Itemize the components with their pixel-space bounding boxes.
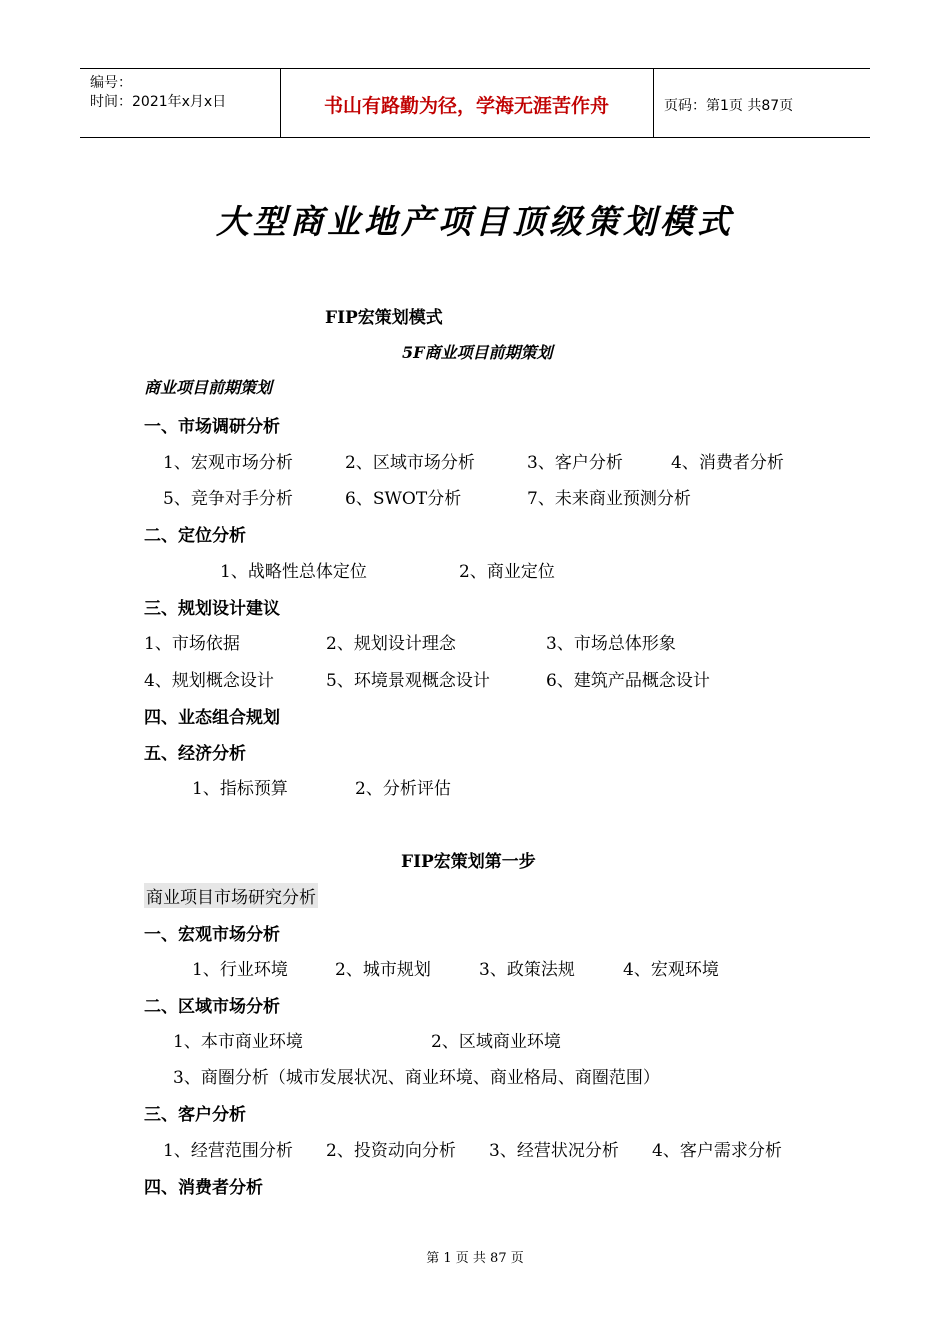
list-item: 2、规划设计理念: [326, 634, 456, 654]
list-item: 3、经营状况分析: [489, 1141, 619, 1161]
list-item: 4、客户需求分析: [652, 1141, 782, 1161]
list-item: 1、市场依据: [144, 634, 240, 654]
header-right-cell: [654, 69, 870, 137]
list-item: 1、行业环境: [192, 960, 288, 980]
list-item: 5、环境景观概念设计: [326, 671, 490, 691]
header-motto-cell: [280, 69, 654, 137]
list-item: 2、分析评估: [355, 779, 451, 799]
section2-heading: FIP宏策划第一步: [401, 852, 536, 872]
list-item: 3、客户分析: [527, 453, 623, 473]
list-item: 2、投资动向分析: [326, 1141, 456, 1161]
section1-label: 商业项目前期策划: [144, 378, 273, 397]
list-item: 1、战略性总体定位: [220, 562, 367, 582]
heading-economic-analysis: 五、经济分析: [144, 744, 246, 764]
list-item: 6、SWOT分析: [345, 489, 462, 509]
heading-market-research: 一、市场调研分析: [144, 417, 280, 437]
page-footer: 第 1 页 共 87 页: [426, 1251, 524, 1266]
time-label: 时间：2021年x月x日: [90, 94, 227, 110]
list-item: 2、区域商业环境: [431, 1032, 561, 1052]
list-item: 2、商业定位: [459, 562, 555, 582]
section2-label: 商业项目市场研究分析: [144, 883, 318, 908]
section1-subheading: 5F商业项目前期策划: [402, 343, 553, 362]
heading-consumer-analysis: 四、消费者分析: [144, 1178, 263, 1198]
heading-regional-market: 二、区域市场分析: [144, 997, 280, 1017]
heading-customer-analysis: 三、客户分析: [144, 1105, 246, 1125]
page-info: 页码：第1页 共87页: [664, 98, 794, 114]
list-item: 6、建筑产品概念设计: [546, 671, 710, 691]
list-item: 1、经营范围分析: [163, 1141, 293, 1161]
heading-business-mix: 四、业态组合规划: [144, 708, 280, 728]
heading-planning: 三、规划设计建议: [144, 599, 280, 619]
page-header: [80, 68, 870, 138]
list-item: 7、未来商业预测分析: [527, 489, 691, 509]
heading-macro-market: 一、宏观市场分析: [144, 925, 280, 945]
list-item: 1、本市商业环境: [173, 1032, 303, 1052]
header-left-cell: [80, 69, 281, 137]
list-item: 5、竞争对手分析: [163, 489, 293, 509]
list-item: 2、城市规划: [335, 960, 431, 980]
page-title: 大型商业地产项目顶级策划模式: [216, 202, 734, 241]
list-item: 1、指标预算: [192, 779, 288, 799]
list-item: 3、市场总体形象: [546, 634, 676, 654]
list-item: 3、政策法规: [479, 960, 575, 980]
motto: 书山有路勤为径，学海无涯苦作舟: [323, 95, 609, 117]
list-item: 1、宏观市场分析: [163, 453, 293, 473]
heading-positioning: 二、定位分析: [144, 526, 246, 546]
list-item: 4、消费者分析: [671, 453, 784, 473]
number-label: 编号：: [90, 75, 132, 91]
list-item: 2、区域市场分析: [345, 453, 475, 473]
list-item: 4、规划概念设计: [144, 671, 274, 691]
list-item: 4、宏观环境: [623, 960, 719, 980]
list-item: 3、商圈分析（城市发展状况、商业环境、商业格局、商圈范围）: [173, 1068, 660, 1088]
section1-heading: FIP宏策划模式: [325, 308, 443, 328]
